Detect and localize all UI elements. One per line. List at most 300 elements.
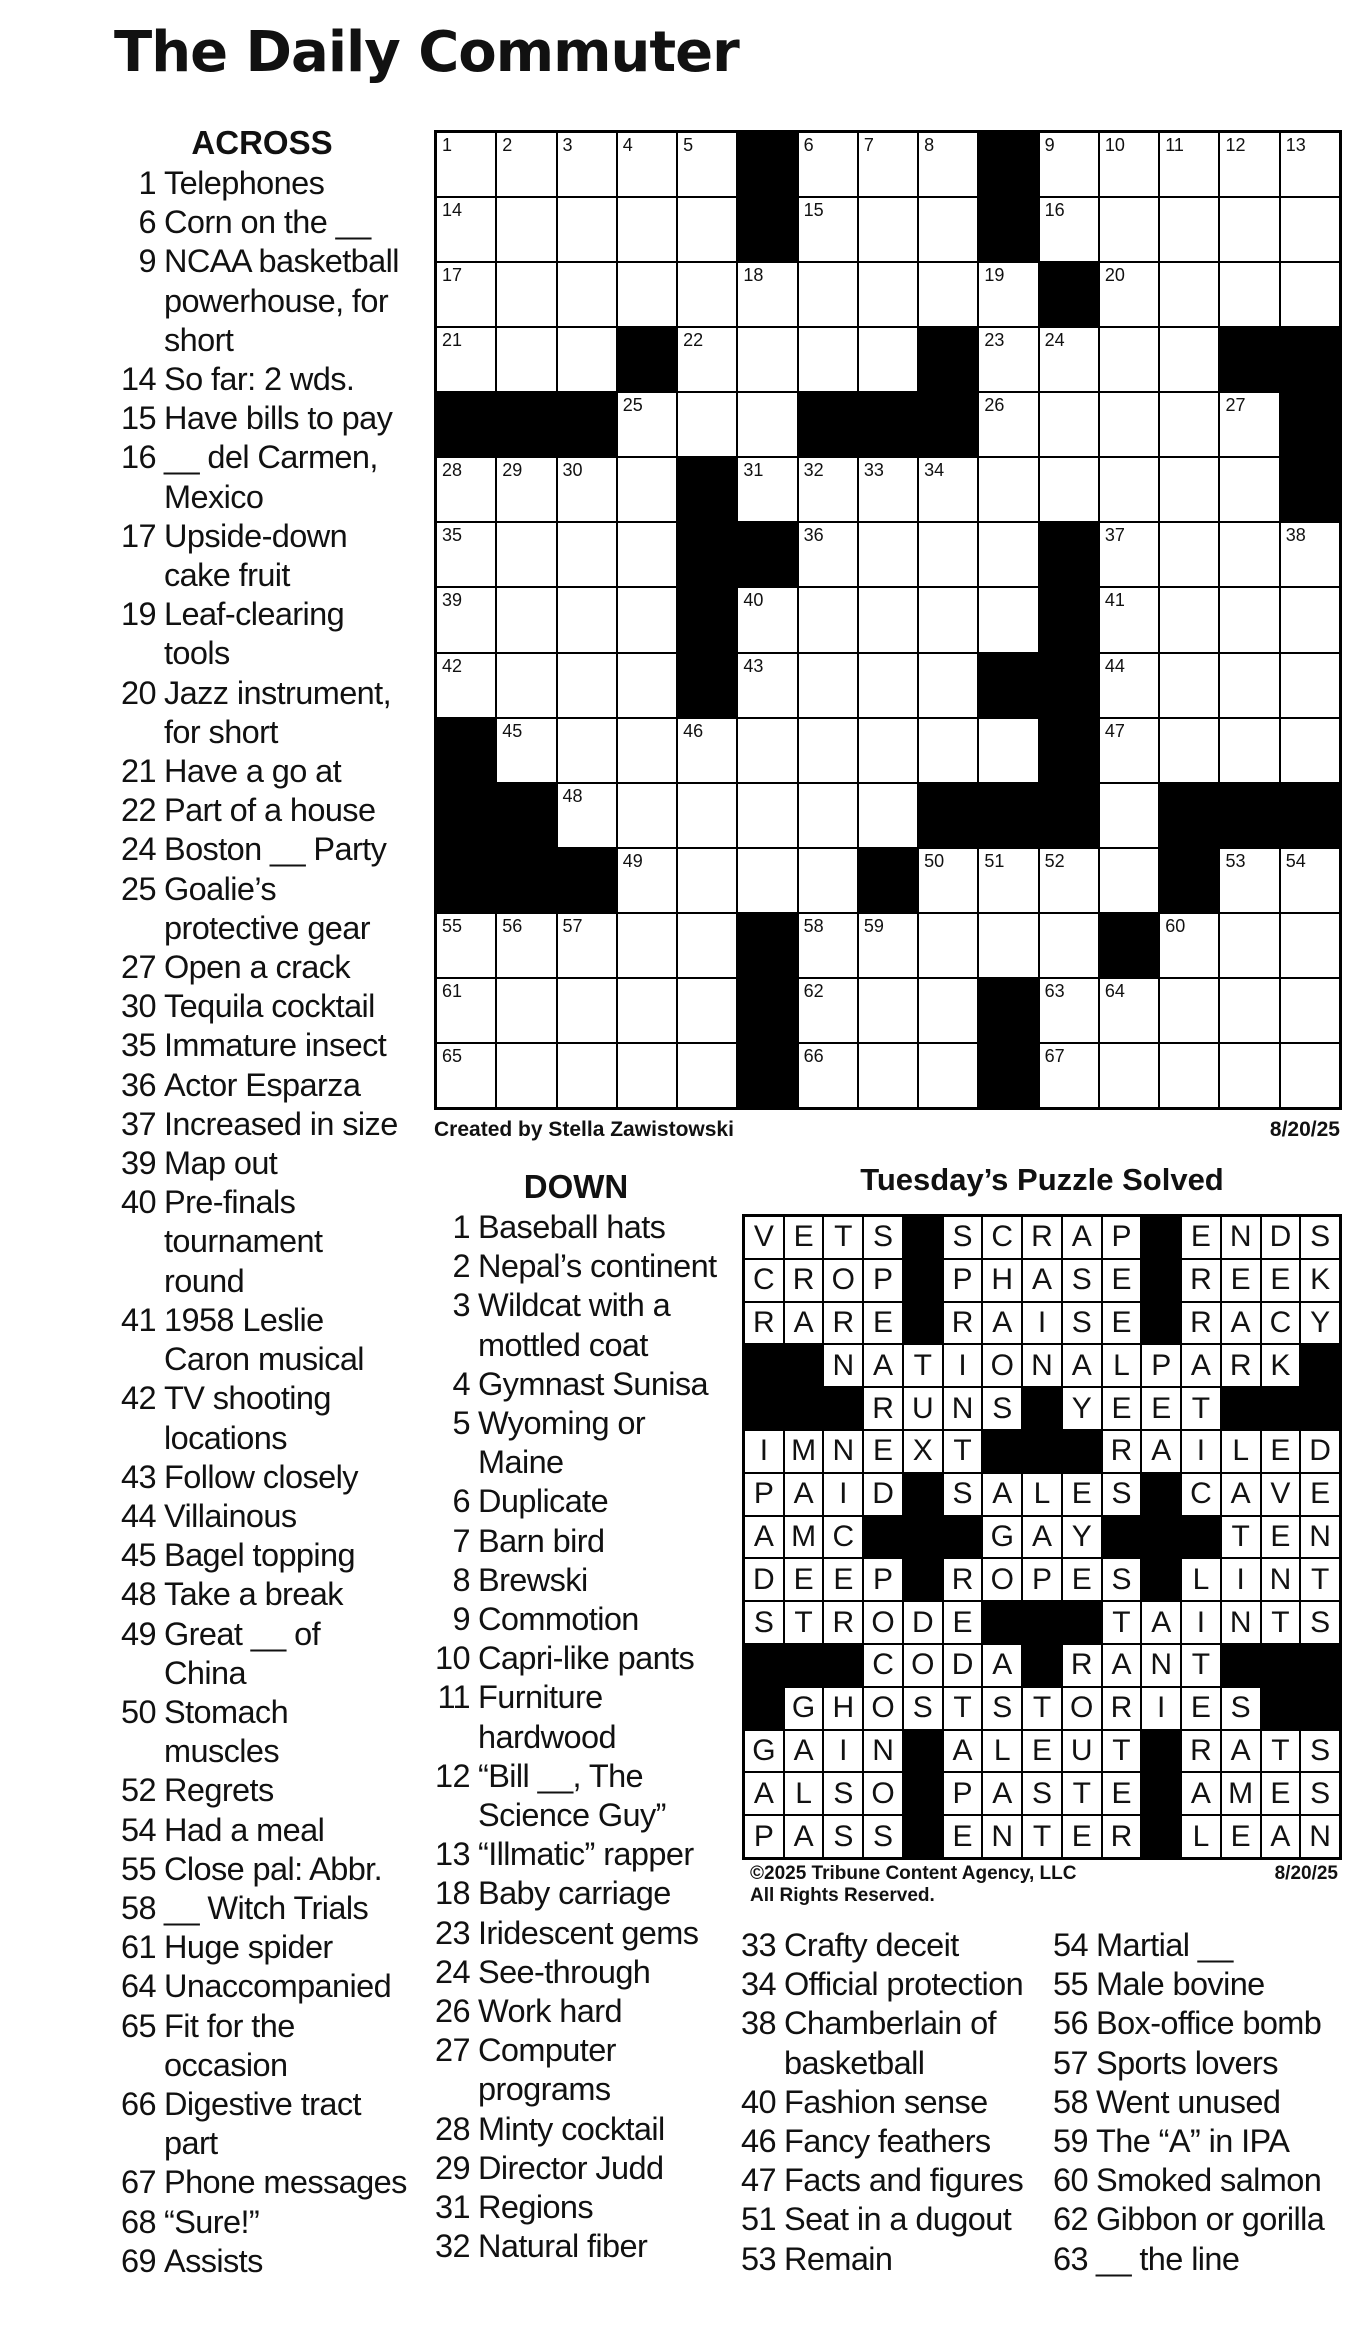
grid-cell[interactable]	[799, 654, 857, 717]
grid-cell[interactable]	[618, 588, 676, 651]
clue-text-line: Corn on the __	[164, 204, 371, 241]
grid-cell[interactable]	[497, 914, 555, 977]
clue-number: 56	[1053, 2005, 1088, 2042]
grid-cell[interactable]	[558, 328, 616, 391]
solved-letter: S	[1063, 1260, 1101, 1301]
grid-cell[interactable]	[738, 588, 796, 651]
clue-number: 9	[138, 243, 156, 280]
grid-cell[interactable]	[1220, 523, 1278, 586]
grid-cell[interactable]	[558, 979, 616, 1042]
black-square	[1142, 1773, 1180, 1814]
grid-cell[interactable]	[1281, 849, 1339, 912]
clue-text	[164, 791, 412, 830]
clue-text	[164, 1301, 412, 1379]
grid-cell[interactable]	[919, 914, 977, 977]
solved-letter: C	[1182, 1474, 1220, 1515]
grid-cell[interactable]	[437, 133, 495, 196]
grid-cell[interactable]	[1220, 914, 1278, 977]
grid-cell[interactable]	[1160, 328, 1218, 391]
grid-cell[interactable]	[1100, 393, 1158, 456]
grid-cell[interactable]	[437, 198, 495, 261]
solved-letter: S	[983, 1388, 1021, 1429]
grid-cell[interactable]	[1100, 719, 1158, 782]
grid-cell[interactable]	[859, 588, 917, 651]
grid-cell[interactable]	[678, 393, 736, 456]
clue-text	[478, 1678, 726, 1756]
grid-cell[interactable]	[919, 458, 977, 521]
grid-cell[interactable]	[1160, 458, 1218, 521]
clue-text-line: Baby carriage	[478, 1875, 671, 1912]
clue-number: 54	[1053, 1927, 1088, 1963]
clue-text-line: __ Witch Trials	[164, 1889, 369, 1926]
grid-cell[interactable]	[919, 588, 977, 651]
grid-cell[interactable]	[437, 588, 495, 651]
grid-cell[interactable]	[437, 979, 495, 1042]
grid-cell[interactable]	[1100, 588, 1158, 651]
black-square	[1262, 1388, 1300, 1429]
grid-cell[interactable]	[558, 458, 616, 521]
grid-cell[interactable]	[919, 719, 977, 782]
clue-text	[784, 2161, 1044, 2200]
grid-cell[interactable]	[678, 133, 736, 196]
grid-cell[interactable]	[799, 458, 857, 521]
clue-text	[478, 1953, 726, 1992]
clue-text	[784, 2200, 1044, 2239]
grid-cell[interactable]	[1220, 979, 1278, 1042]
grid-cell[interactable]	[979, 588, 1037, 651]
clue-number: 7	[452, 1522, 470, 1559]
clue-text	[478, 1757, 726, 1835]
black-square	[1142, 1559, 1180, 1600]
grid-cell[interactable]	[859, 654, 917, 717]
grid-cell[interactable]	[979, 914, 1037, 977]
grid-cell[interactable]	[1160, 588, 1218, 651]
solved-letter: E	[1222, 1816, 1260, 1857]
clue-number: 60	[1053, 2162, 1088, 2199]
solved-letter: E	[1103, 1388, 1141, 1429]
grid-cell[interactable]	[558, 588, 616, 651]
grid-cell[interactable]	[1281, 1044, 1339, 1107]
grid-cell[interactable]	[618, 263, 676, 326]
solved-letter: A	[1023, 1260, 1061, 1301]
grid-cell[interactable]	[979, 458, 1037, 521]
grid-cell[interactable]	[799, 198, 857, 261]
grid-cell[interactable]	[618, 849, 676, 912]
solved-letter: O	[983, 1345, 1021, 1386]
clue-item	[1044, 1965, 1360, 2004]
grid-cell[interactable]	[1220, 849, 1278, 912]
black-square	[738, 133, 796, 196]
grid-cell[interactable]	[558, 719, 616, 782]
grid-cell[interactable]	[919, 849, 977, 912]
solved-letter: L	[1182, 1816, 1220, 1857]
solved-letter: P	[1142, 1345, 1180, 1386]
grid-cell[interactable]	[497, 588, 555, 651]
grid-cell[interactable]	[1100, 1044, 1158, 1107]
black-square	[1142, 1217, 1180, 1258]
grid-cell[interactable]	[618, 719, 676, 782]
grid-cell[interactable]	[919, 133, 977, 196]
solved-letter: N	[944, 1388, 982, 1429]
cell-number: 47	[1104, 720, 1125, 741]
black-square	[738, 523, 796, 586]
grid-cell[interactable]	[1100, 198, 1158, 261]
clue-number: 9	[452, 1601, 470, 1638]
grid-cell[interactable]	[497, 458, 555, 521]
solved-letter: T	[904, 1345, 942, 1386]
grid-cell[interactable]	[1040, 1044, 1098, 1107]
solved-letter: I	[1222, 1559, 1260, 1600]
grid-cell[interactable]	[1220, 1044, 1278, 1107]
grid-cell[interactable]	[1040, 979, 1098, 1042]
clue-item	[112, 1536, 412, 1575]
grid-cell[interactable]	[979, 719, 1037, 782]
solved-letter: A	[983, 1773, 1021, 1814]
grid-cell[interactable]	[1281, 654, 1339, 717]
grid-cell[interactable]	[437, 914, 495, 977]
clue-item	[426, 1914, 726, 1953]
solved-letter: S	[1301, 1773, 1339, 1814]
black-square	[1063, 1431, 1101, 1472]
grid-cell[interactable]	[859, 328, 917, 391]
clue-item	[112, 1458, 412, 1497]
black-square	[904, 1474, 942, 1515]
grid-cell[interactable]	[558, 198, 616, 261]
grid-cell[interactable]	[678, 198, 736, 261]
grid-cell[interactable]	[678, 328, 736, 391]
solved-letter: T	[1182, 1388, 1220, 1429]
cell-number: 9	[1044, 135, 1055, 155]
solved-letter: G	[785, 1688, 823, 1729]
grid-cell[interactable]	[1160, 393, 1218, 456]
grid-cell[interactable]	[1160, 979, 1218, 1042]
grid-cell[interactable]	[1100, 849, 1158, 912]
grid-cell[interactable]	[1220, 393, 1278, 456]
grid-cell[interactable]	[1160, 198, 1218, 261]
grid-cell[interactable]	[919, 654, 977, 717]
grid-cell[interactable]	[979, 523, 1037, 586]
grid-cell[interactable]	[618, 133, 676, 196]
grid-cell[interactable]	[799, 263, 857, 326]
solved-letter: I	[1182, 1602, 1220, 1643]
grid-cell[interactable]	[1100, 979, 1158, 1042]
clue-text-line: Had a meal	[164, 1811, 325, 1848]
clue-text	[784, 2004, 1044, 2082]
grid-cell[interactable]	[1040, 914, 1098, 977]
solved-letter: I	[824, 1731, 862, 1772]
grid-cell[interactable]	[859, 784, 917, 847]
solved-letter: G	[983, 1517, 1021, 1558]
grid-cell[interactable]	[1220, 133, 1278, 196]
grid-cell[interactable]	[799, 523, 857, 586]
grid-cell[interactable]	[979, 263, 1037, 326]
solved-letter: T	[1103, 1602, 1141, 1643]
solved-letter: P	[864, 1260, 902, 1301]
grid-cell[interactable]	[1040, 328, 1098, 391]
solved-letter: I	[1142, 1688, 1180, 1729]
black-square	[497, 849, 555, 912]
cell-number: 1	[442, 135, 453, 155]
clue-number: 16	[121, 439, 156, 476]
grid-cell[interactable]	[678, 979, 736, 1042]
grid-cell[interactable]	[618, 523, 676, 586]
black-square	[678, 458, 736, 521]
cell-number: 66	[803, 1045, 824, 1066]
grid-cell[interactable]	[859, 133, 917, 196]
grid-cell[interactable]	[497, 979, 555, 1042]
grid-cell[interactable]	[799, 849, 857, 912]
solved-letter: A	[983, 1303, 1021, 1344]
clue-number: 14	[121, 361, 156, 398]
grid-cell[interactable]	[799, 979, 857, 1042]
clue-text-line: cake fruit	[164, 557, 290, 594]
clue-text	[478, 1639, 726, 1678]
grid-cell[interactable]	[1160, 133, 1218, 196]
grid-cell[interactable]	[738, 654, 796, 717]
grid-cell[interactable]	[558, 523, 616, 586]
grid-cell[interactable]	[1100, 133, 1158, 196]
black-square	[904, 1303, 942, 1344]
grid-cell[interactable]	[1040, 458, 1098, 521]
grid-cell[interactable]	[678, 784, 736, 847]
grid-cell[interactable]	[437, 654, 495, 717]
clue-text-line: Open a crack	[164, 949, 351, 986]
grid-cell[interactable]	[437, 328, 495, 391]
grid-cell[interactable]	[738, 849, 796, 912]
grid-cell[interactable]	[1040, 133, 1098, 196]
solved-letter: E	[1142, 1388, 1180, 1429]
grid-cell[interactable]	[799, 1044, 857, 1107]
grid-cell[interactable]	[919, 263, 977, 326]
grid-cell[interactable]	[738, 393, 796, 456]
grid-cell[interactable]	[1160, 719, 1218, 782]
clue-text-line: TV shooting	[164, 1380, 331, 1417]
clue-text	[164, 1693, 412, 1771]
clue-text-line: See-through	[478, 1953, 651, 1990]
grid-cell[interactable]	[799, 914, 857, 977]
grid-cell[interactable]	[497, 198, 555, 261]
grid-cell[interactable]	[558, 1044, 616, 1107]
solved-letter: R	[864, 1388, 902, 1429]
grid-cell[interactable]	[738, 263, 796, 326]
grid-cell[interactable]	[1281, 133, 1339, 196]
clue-number: 48	[121, 1576, 156, 1613]
grid-cell[interactable]	[738, 784, 796, 847]
grid-cell[interactable]	[497, 1044, 555, 1107]
solved-letter: E	[1262, 1773, 1300, 1814]
grid-cell[interactable]	[799, 133, 857, 196]
solved-letter: R	[785, 1260, 823, 1301]
grid-cell[interactable]	[618, 1044, 676, 1107]
grid-cell[interactable]	[1100, 458, 1158, 521]
cell-number: 61	[442, 980, 463, 1001]
grid-cell[interactable]	[497, 719, 555, 782]
solved-letter: T	[1023, 1688, 1061, 1729]
clue-text-line: __ the line	[1096, 2240, 1240, 2277]
clue-item	[1044, 2240, 1360, 2279]
grid-cell[interactable]	[678, 719, 736, 782]
clue-text	[478, 2149, 726, 2188]
solved-letter: A	[983, 1474, 1021, 1515]
grid-cell[interactable]	[1220, 198, 1278, 261]
grid-cell[interactable]	[558, 263, 616, 326]
grid-cell[interactable]	[1220, 588, 1278, 651]
grid-cell[interactable]	[1160, 1044, 1218, 1107]
grid-cell[interactable]	[1100, 784, 1158, 847]
grid-cell[interactable]	[979, 393, 1037, 456]
grid-cell[interactable]	[1100, 523, 1158, 586]
clue-item	[112, 242, 412, 360]
grid-cell[interactable]	[678, 263, 736, 326]
solved-letter: Y	[1063, 1388, 1101, 1429]
clue-text-line: Digestive tract	[164, 2085, 361, 2122]
grid-cell[interactable]	[558, 654, 616, 717]
grid-cell[interactable]	[618, 393, 676, 456]
grid-cell[interactable]	[558, 133, 616, 196]
grid-cell[interactable]	[558, 914, 616, 977]
grid-cell[interactable]	[859, 263, 917, 326]
cell-number: 28	[442, 460, 463, 481]
grid-cell[interactable]	[618, 979, 676, 1042]
clue-item	[732, 2161, 1044, 2200]
grid-cell[interactable]	[979, 328, 1037, 391]
clue-number: 35	[121, 1027, 156, 1064]
solved-letter: T	[1301, 1559, 1339, 1600]
grid-cell[interactable]	[859, 979, 917, 1042]
cell-number: 6	[803, 135, 814, 155]
solved-letter: D	[745, 1559, 783, 1600]
grid-cell[interactable]	[919, 1044, 977, 1107]
cell-number: 67	[1044, 1045, 1065, 1066]
grid-cell[interactable]	[919, 979, 977, 1042]
grid-cell[interactable]	[799, 588, 857, 651]
grid-cell[interactable]	[1281, 719, 1339, 782]
solved-letter: R	[1222, 1345, 1260, 1386]
clue-text	[478, 1365, 726, 1404]
grid-cell[interactable]	[919, 198, 977, 261]
black-square	[859, 393, 917, 456]
black-square	[745, 1645, 783, 1686]
clue-item	[112, 1301, 412, 1379]
grid-cell[interactable]	[1040, 393, 1098, 456]
grid-cell[interactable]	[618, 458, 676, 521]
grid-cell[interactable]	[1160, 523, 1218, 586]
grid-cell[interactable]	[678, 1044, 736, 1107]
grid-cell[interactable]	[1160, 914, 1218, 977]
clue-number: 25	[121, 870, 156, 907]
clue-number: 11	[437, 1679, 470, 1716]
grid-cell[interactable]	[437, 1044, 495, 1107]
clue-item	[426, 1835, 726, 1874]
clue-item	[112, 948, 412, 987]
solved-letter: A	[745, 1773, 783, 1814]
grid-cell[interactable]	[497, 133, 555, 196]
solved-letter: A	[785, 1816, 823, 1857]
grid-cell[interactable]	[738, 328, 796, 391]
grid-cell[interactable]	[437, 523, 495, 586]
clue-item	[112, 438, 412, 516]
solved-letter: A	[1182, 1773, 1220, 1814]
grid-cell[interactable]	[799, 784, 857, 847]
grid-cell[interactable]	[678, 914, 736, 977]
grid-cell[interactable]	[1100, 263, 1158, 326]
solved-letter: R	[824, 1602, 862, 1643]
grid-cell[interactable]	[1220, 719, 1278, 782]
grid-cell[interactable]	[1160, 654, 1218, 717]
across-heading: ACROSS	[191, 124, 333, 161]
clue-text	[478, 2227, 726, 2266]
clue-item	[426, 1639, 726, 1678]
grid-cell[interactable]	[1160, 263, 1218, 326]
clue-text	[478, 1404, 726, 1482]
cell-number: 23	[984, 330, 1005, 351]
grid-cell[interactable]	[558, 784, 616, 847]
grid-cell[interactable]	[497, 523, 555, 586]
grid-cell[interactable]	[1281, 198, 1339, 261]
grid-cell[interactable]	[497, 328, 555, 391]
grid-cell[interactable]	[1220, 458, 1278, 521]
grid-cell[interactable]	[1040, 198, 1098, 261]
solved-letter: E	[1023, 1731, 1061, 1772]
grid-cell[interactable]	[618, 784, 676, 847]
grid-cell[interactable]	[1220, 263, 1278, 326]
grid-cell[interactable]	[979, 849, 1037, 912]
cell-number: 16	[1044, 200, 1065, 221]
clue-text-line: Maine	[478, 1444, 564, 1481]
grid-cell[interactable]	[1100, 328, 1158, 391]
clue-text-line: Capri-like pants	[478, 1640, 695, 1677]
clue-text-line: Barn bird	[478, 1522, 605, 1559]
grid-cell[interactable]	[1281, 979, 1339, 1042]
grid-cell[interactable]	[859, 523, 917, 586]
grid-cell[interactable]	[859, 198, 917, 261]
clue-number: 24	[435, 1953, 470, 1990]
grid-cell[interactable]	[1220, 654, 1278, 717]
clue-text-line: Martial __	[1096, 1927, 1233, 1963]
grid-cell[interactable]	[618, 914, 676, 977]
cell-number: 53	[1225, 850, 1246, 871]
grid-cell[interactable]	[437, 458, 495, 521]
grid-cell[interactable]	[1040, 849, 1098, 912]
grid-cell[interactable]	[437, 263, 495, 326]
grid-cell[interactable]	[1100, 654, 1158, 717]
grid-cell[interactable]	[799, 328, 857, 391]
solved-letter: A	[785, 1474, 823, 1515]
grid-cell[interactable]	[859, 1044, 917, 1107]
solved-letter: T	[1182, 1645, 1220, 1686]
clue-item	[426, 2149, 726, 2188]
grid-cell[interactable]	[1281, 263, 1339, 326]
grid-cell[interactable]	[859, 719, 917, 782]
clue-number: 27	[435, 2032, 470, 2069]
grid-cell[interactable]	[618, 654, 676, 717]
grid-cell[interactable]	[738, 719, 796, 782]
grid-cell[interactable]	[618, 198, 676, 261]
grid-cell[interactable]	[799, 719, 857, 782]
black-square	[1023, 1388, 1061, 1429]
grid-cell[interactable]	[738, 458, 796, 521]
grid-cell[interactable]	[1281, 914, 1339, 977]
grid-cell[interactable]	[1281, 588, 1339, 651]
black-square	[1040, 784, 1098, 847]
grid-cell[interactable]	[497, 263, 555, 326]
grid-cell[interactable]	[859, 914, 917, 977]
grid-cell[interactable]	[859, 458, 917, 521]
grid-cell[interactable]	[678, 849, 736, 912]
grid-cell[interactable]	[1281, 523, 1339, 586]
grid-cell[interactable]	[497, 654, 555, 717]
grid-cell[interactable]	[919, 523, 977, 586]
